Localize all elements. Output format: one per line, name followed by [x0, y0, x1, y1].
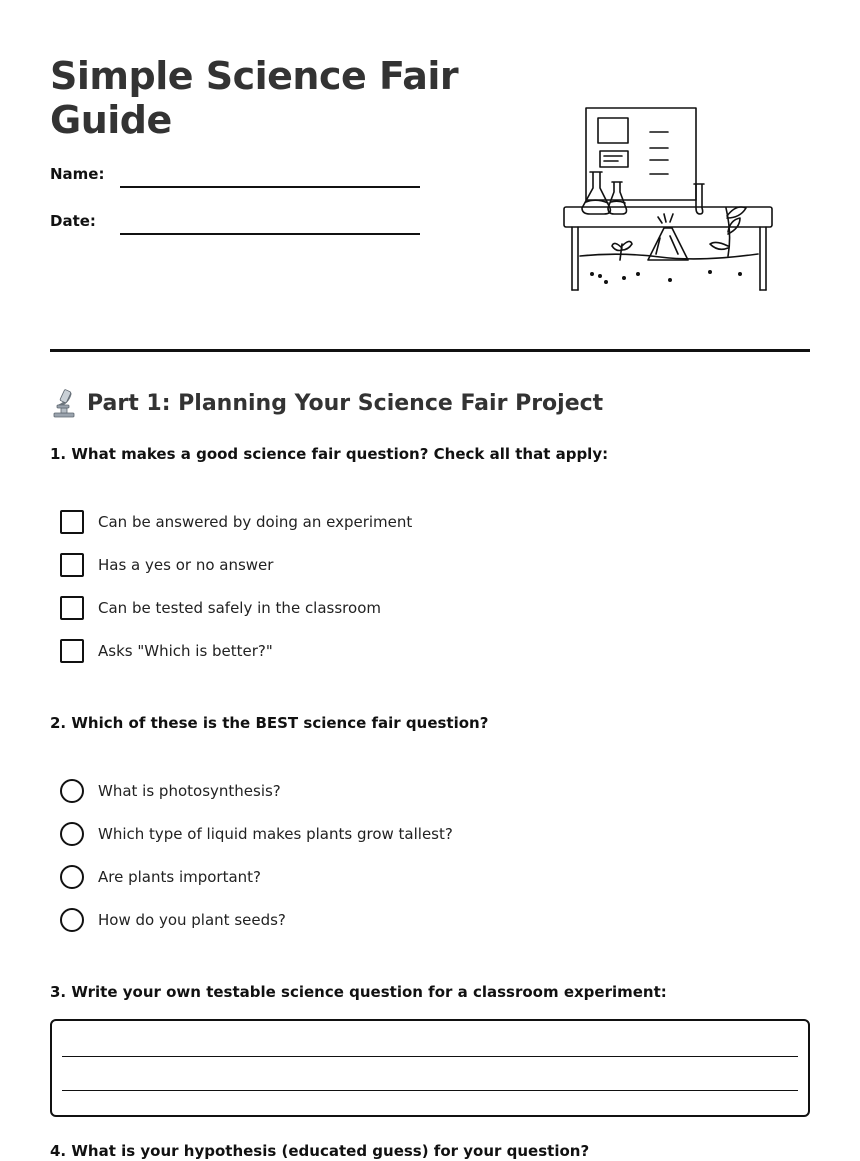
part1-heading: [50, 388, 603, 418]
date-label: Date:: [50, 212, 96, 230]
checkbox[interactable]: [60, 553, 84, 577]
question-4: 4. What is your hypothesis (educated guess) for your question?: [50, 1142, 590, 1160]
page-title: Simple Science Fair Guide: [50, 54, 459, 142]
option-label: Can be answered by doing an experiment: [98, 513, 413, 531]
name-label: Name:: [50, 165, 105, 183]
option-label: Can be tested safely in the classroom: [98, 599, 381, 617]
q1-option-1[interactable]: [60, 510, 412, 534]
question-3: 3. Write your own testable science question for a classroom experiment:: [50, 983, 667, 1001]
option-label: Are plants important?: [98, 868, 262, 886]
name-input-line[interactable]: [120, 186, 420, 188]
radio-button[interactable]: [60, 908, 84, 932]
part1-title: Part 1: Planning Your Science Fair Project: [87, 390, 604, 416]
option-label: Which type of liquid makes plants grow tallest?: [98, 825, 453, 843]
science-fair-table-illustration: [560, 104, 780, 299]
q2-option-3[interactable]: [60, 865, 261, 889]
option-label: Asks "Which is better?": [98, 642, 273, 660]
date-input-line[interactable]: [120, 233, 420, 235]
q1-option-4[interactable]: [60, 639, 273, 663]
section-divider: [50, 349, 810, 352]
checkbox[interactable]: [60, 510, 84, 534]
q1-option-2[interactable]: [60, 553, 273, 577]
checkbox[interactable]: [60, 639, 84, 663]
date-field-row: [50, 211, 420, 231]
answer-line: [62, 1056, 798, 1057]
radio-button[interactable]: [60, 822, 84, 846]
question-2: 2. Which of these is the BEST science fair question?: [50, 714, 489, 732]
option-label: How do you plant seeds?: [98, 911, 286, 929]
option-label: What is photosynthesis?: [98, 782, 281, 800]
q1-option-3[interactable]: [60, 596, 381, 620]
answer-line: [62, 1090, 798, 1091]
option-label: Has a yes or no answer: [98, 556, 274, 574]
question-1: 1. What makes a good science fair question? Check all that apply:: [50, 445, 609, 463]
q2-option-1[interactable]: [60, 779, 281, 803]
checkbox[interactable]: [60, 596, 84, 620]
q2-option-2[interactable]: [60, 822, 453, 846]
microscope-icon: [50, 388, 78, 418]
radio-button[interactable]: [60, 865, 84, 889]
radio-button[interactable]: [60, 779, 84, 803]
worksheet-header: [50, 54, 810, 304]
q2-option-4[interactable]: [60, 908, 286, 932]
q3-answer-box[interactable]: [50, 1019, 810, 1117]
name-field-row: [50, 164, 420, 184]
